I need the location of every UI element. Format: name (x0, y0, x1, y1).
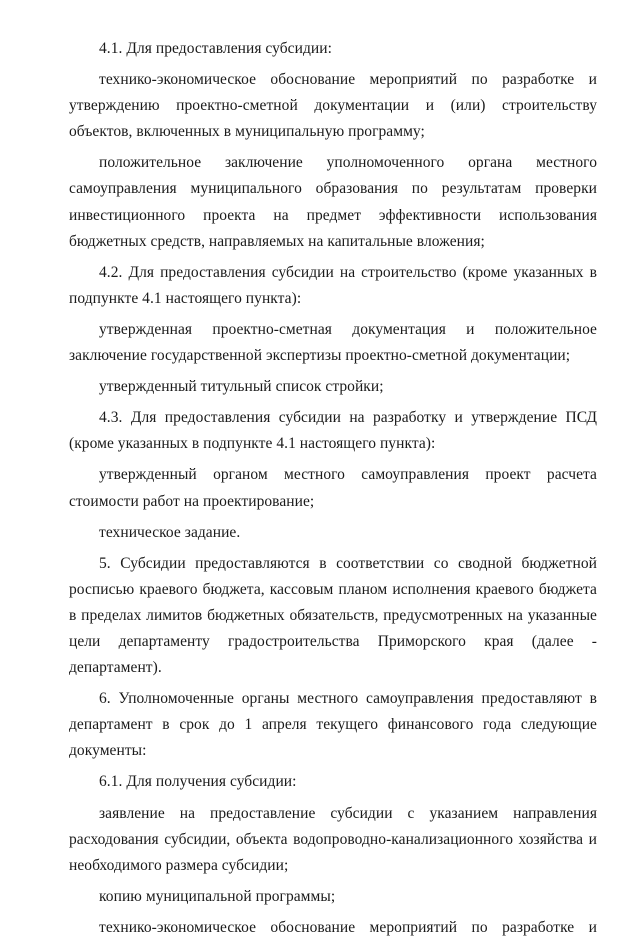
paragraph-title-list: утвержденный титульный список стройки; (99, 378, 384, 396)
paragraph-4-2-heading: 4.2. Для предоставления субсидии на строительство (кроме указанных в подпункте 4.1 настоящего пункта): (69, 263, 597, 307)
paragraph-program-copy: копию муниципальной программы; (99, 887, 336, 905)
paragraph-6: 6. Уполномоченные органы местного самоуправления предоставляют в департамент в срок до 1 апреля текущего финансового года следующие документы: (69, 690, 597, 760)
paragraph-application: заявление на предоставление субсидии с указанием направления расходования субсидии, объекта водопроводно-канализационного хозяйства и необходимого размера субсидии; (69, 804, 597, 874)
paragraph-4-3-heading: 4.3. Для предоставления субсидии на разработку и утверждение ПСД (кроме указанных в подпункте 4.1 настоящего пункта): (69, 409, 597, 453)
paragraph-feasibility-study: технико-экономическое обоснование мероприятий по разработке и утверждению проектно-сметной документации и (или) строительству объектов, включенных в муниципальную программу; (69, 71, 597, 141)
paragraph-4-1-heading: 4.1. Для предоставления субсидии: (99, 40, 332, 57)
paragraph-positive-conclusion: положительное заключение уполномоченного органа местного самоуправления муниципального образования по результатам проверки инвестиционного проекта на предмет эффективности использования бюджетных средств, направляемых на капитальные вложения; (69, 154, 597, 250)
paragraph-cost-estimate: утвержденный органом местного самоуправления проект расчета стоимости работ на проектирование; (69, 466, 597, 510)
document-page (69, 36, 597, 946)
paragraph-feasibility-study-continued: технико-экономическое обоснование мероприятий по разработке и (99, 918, 597, 936)
paragraph-5: 5. Субсидии предоставляются в соответствии со сводной бюджетной росписью краевого бюджета, кассовым планом исполнения краевого бюджета в пределах лимитов бюджетных обязательств, предусмотренных на указанные цели департаменту градостроительства Приморского края (далее - департамент). (69, 554, 597, 677)
paragraph-6-1-heading: 6.1. Для получения субсидии: (99, 773, 297, 791)
paragraph-technical-task: техническое задание. (99, 523, 241, 541)
paragraph-approved-documentation: утвержденная проектно-сметная документация и положительное заключение государственной экспертизы проектно-сметной документации; (69, 320, 597, 365)
